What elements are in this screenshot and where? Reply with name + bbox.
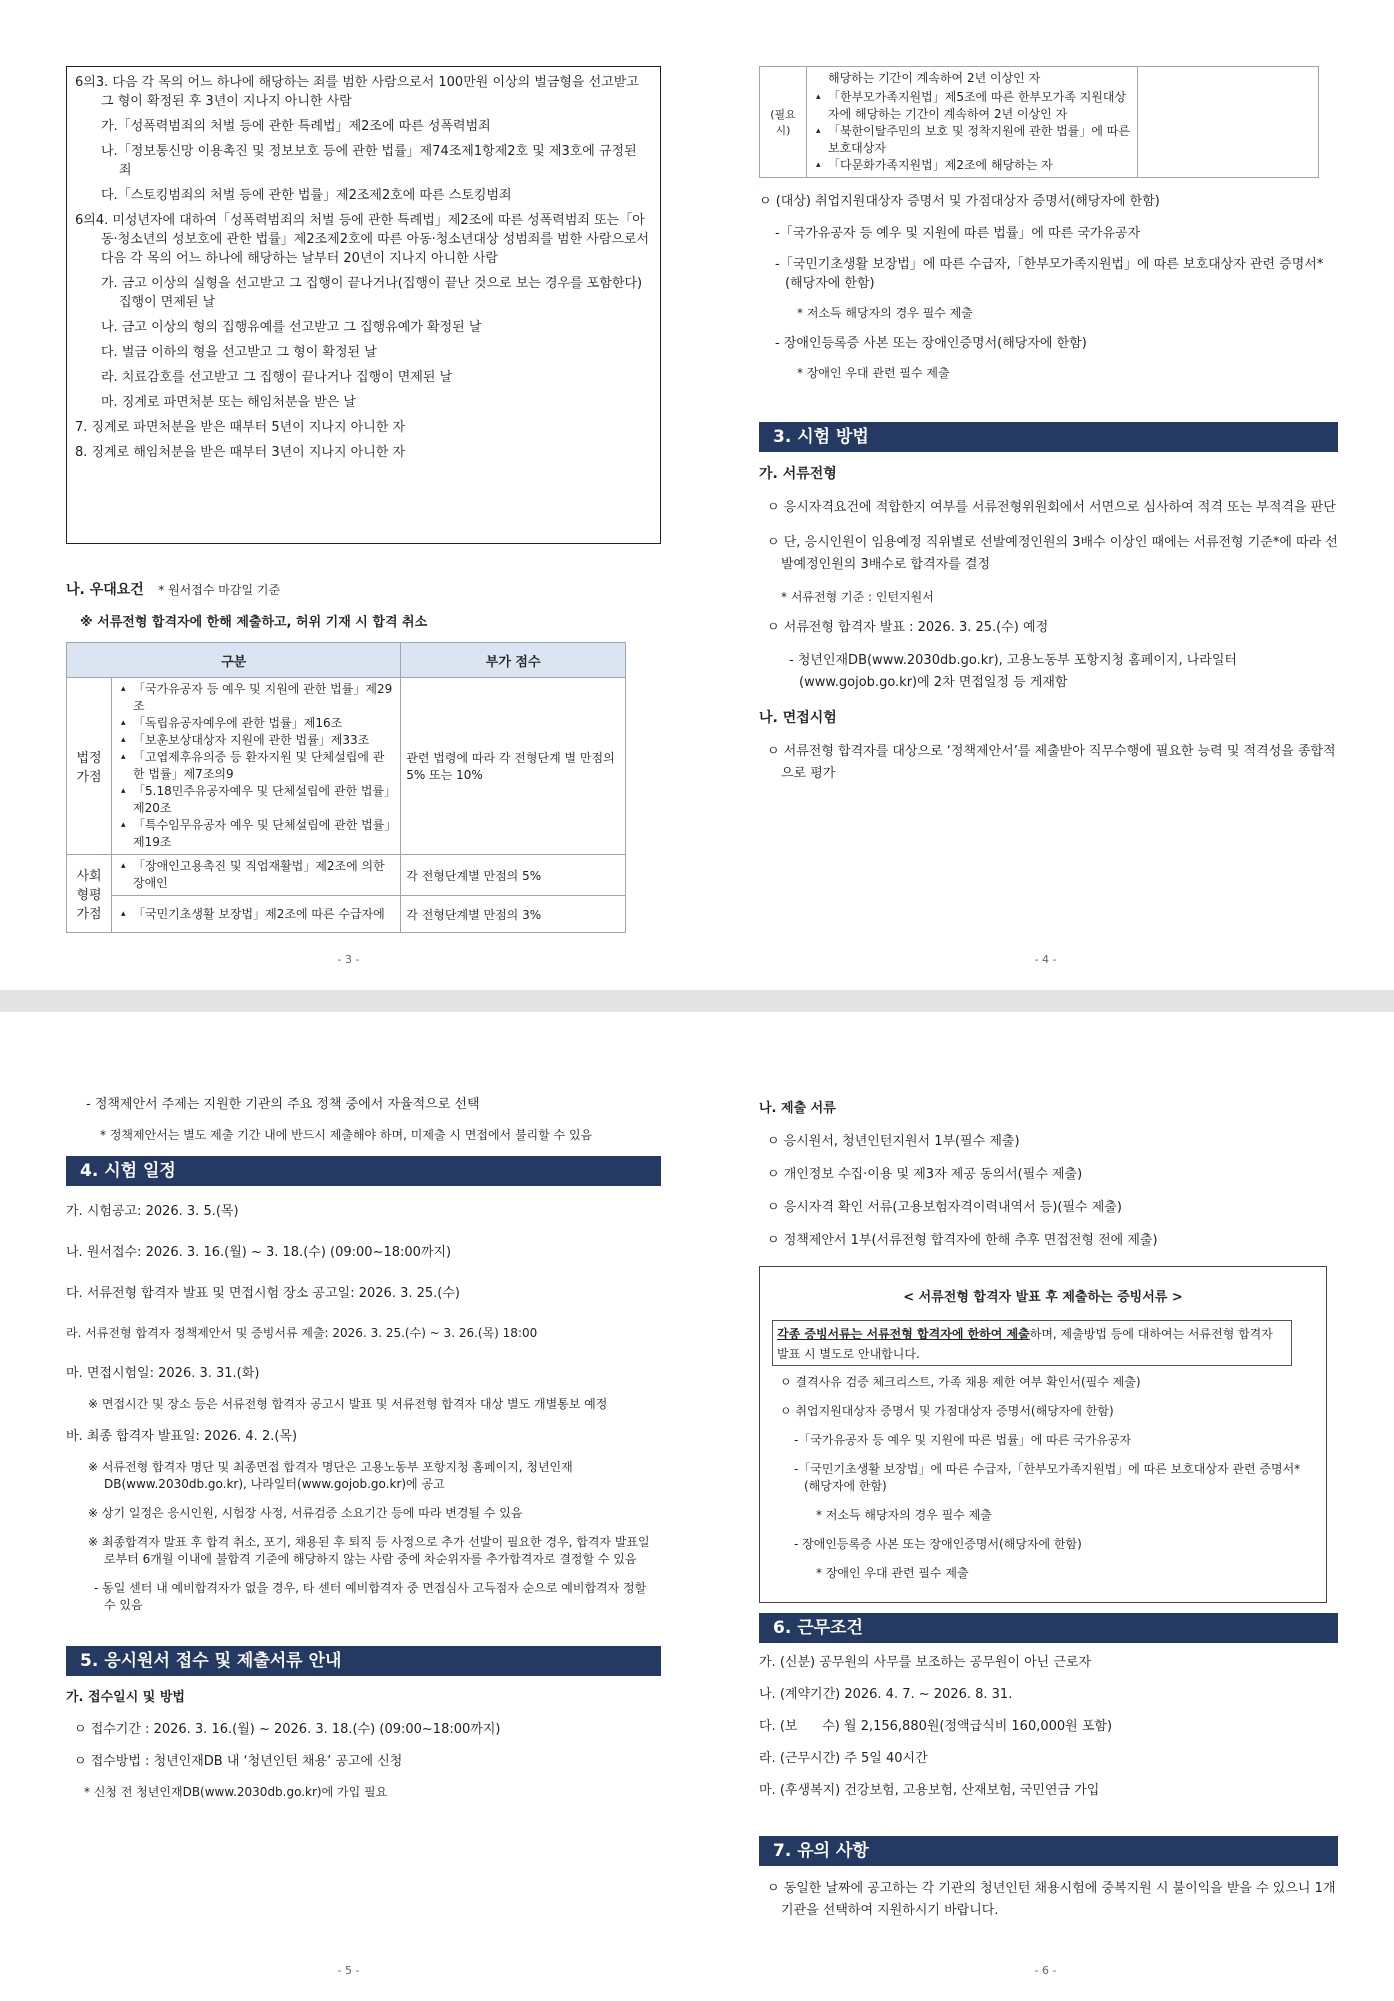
target-line: ㅇ (대상) 취업지원대상자 증명서 및 가점대상자 증명서(해당자에 한함) [759, 194, 1160, 209]
optional-item: ▴ 「다문화가족지원법」제2조에 해당하는 자 [828, 157, 1132, 174]
document-screening-title: 가. 서류전형 [759, 466, 837, 482]
optional-item: ▴ 「한부모가족지원법」제5조에 따른 한부모가족 지원대상자에 해당하는 기간이 계속하여 2년 이상인 자 [828, 89, 1132, 123]
law-item: ▴ 「국민기초생활 보장법」제2조에 따른 수급자에 [133, 906, 395, 923]
application-item: ㅇ 접수방법 : 청년인재DB 내 ‘청년인턴 채용’ 공고에 신청 [74, 1754, 403, 1769]
row-legal-score: 관련 법령에 따라 각 전형단계 별 만점의 5% 또는 10% [401, 678, 626, 855]
target-note: * 저소득 해당자의 경우 필수 제출 [797, 306, 973, 320]
page-number: - 3 - [337, 953, 360, 966]
interview-note: ※ 면접시간 및 장소 등은 서류전형 합격자 공고시 발표 및 서류전형 합격자 대상 별도 개별통보 예정 [88, 1397, 608, 1411]
final-note: ※ 상기 일정은 응시인원, 시험장 사정, 서류검증 소요기간 등에 따라 변경될 수 있음 [88, 1506, 523, 1520]
section-4-heading: 4. 시험 일정 [66, 1156, 661, 1186]
item-6-4-ga: 가. 금고 이상의 실형을 선고받고 그 집행이 끝나거나(집행이 끝난 것으로 보는 경우를 포함한다) 집행이 면제된 날 [101, 276, 643, 310]
application-item: ㅇ 접수기간 : 2026. 3. 16.(월) ~ 2026. 3. 18.(수) (09:00~18:00까지) [74, 1722, 501, 1737]
interview-title: 나. 면접시험 [759, 710, 837, 726]
item-6-4-na: 나. 금고 이상의 형의 집행유예를 선고받고 그 집행유예가 확정된 날 [101, 320, 482, 335]
target-item: -「국가유공자 등 예우 및 지원에 따른 법률」에 따른 국가유공자 [775, 226, 1141, 241]
screening-item: ㅇ 응시자격요건에 적합한지 여부를 서류전형위원회에서 서면으로 심사하여 적격 또는 부적격을 판단 [767, 500, 1336, 515]
disqualification-box [66, 66, 661, 544]
final-note: ※ 서류전형 합격자 명단 및 최종면접 합격자 명단은 고용노동부 포항지청 홈페이지, 청년인재DB(www.2030db.go.kr), 나라일터(www.gojob.go.kr)에 공고 [88, 1460, 573, 1491]
preference-heading [66, 580, 661, 601]
target-note: * 장애인 우대 관련 필수 제출 [797, 366, 950, 380]
final-result-date: 바. 최종 합격자 발표일: 2026. 4. 2.(목) [66, 1429, 298, 1444]
proof-documents-box [759, 1266, 1327, 1603]
schedule-item: 마. 면접시험일: 2026. 3. 31.(화) [66, 1366, 260, 1381]
law-item: ▴ 「고엽제후유의증 등 환자지원 및 단체설립에 관한 법률」제7조의9 [133, 749, 395, 783]
sheet-top [0, 0, 1394, 990]
screening-item: ㅇ 단, 응시인원이 임용예정 직위별로 선발예정인원의 3배수 이상인 때에는 서류전형 기준*에 따라 선발예정인원의 3배수로 합격자를 결정 [767, 535, 1338, 572]
final-note: - 동일 센터 내 예비합격자가 없을 경우, 타 센터 예비합격자 중 면접심사 고득점자 순으로 예비합격자 정할 수 있음 [94, 1581, 647, 1612]
item-6-3-ga: 가.「성폭력범죄의 처벌 등에 관한 특례법」제2조에 따른 성폭력범죄 [101, 119, 491, 134]
page-5 [0, 1012, 697, 2001]
section-5-heading: 5. 응시원서 접수 및 제출서류 안내 [66, 1646, 661, 1676]
proof-note-bold: 각종 증빙서류는 서류전형 합격자에 한하여 제출 [777, 1327, 1030, 1341]
target-item: -「국민기초생활 보장법」에 따른 수급자,「한부모가족지원법」에 따른 보호대상자 관련 증명서*(해당자에 한함) [775, 257, 1324, 291]
proof-note-rest: 하며, 제출방법 등에 대하여는 서류전형 합격자 발표 시 별도로 안내합니다. [777, 1327, 1273, 1361]
documents-title: 나. 제출 서류 [759, 1101, 836, 1116]
item-7: 7. 징계로 파면처분을 받은 때부터 5년이 지나지 아니한 자 [75, 420, 406, 435]
schedule-item: 나. 원서접수: 2026. 3. 16.(월) ~ 3. 18.(수) (09:00~18:00까지) [66, 1245, 452, 1260]
screening-item: - 청년인재DB(www.2030db.go.kr), 고용노동부 포항지청 홈페이지, 나라일터(www.gojob.go.kr)에 2차 면접일정 등 게재함 [789, 653, 1237, 690]
page-3 [0, 0, 697, 990]
screening-note: * 서류전형 기준 : 인턴지원서 [781, 590, 934, 604]
work-condition: 가. (신분) 공무원의 사무를 보조하는 공무원이 아닌 근로자 [759, 1655, 1092, 1670]
section-6-heading: 6. 근무조건 [759, 1613, 1338, 1643]
proof-box-title: < 서류전형 합격자 발표 후 제출하는 증빙서류 > [903, 1290, 1183, 1305]
sheet-bottom [0, 1012, 1394, 2001]
interview-item: ㅇ 서류전형 합격자를 대상으로 ‘정책제안서’를 제출받아 직무수행에 필요한 능력 및 적격성을 종합적으로 평가 [767, 744, 1336, 781]
notice-item: ㅇ 동일한 날짜에 공고하는 각 기관의 청년인턴 채용시험에 중복지원 시 불이익을 받을 수 있으니 1개 기관을 선택하여 지원하시기 바랍니다. [767, 1881, 1336, 1918]
row-social-label: 사회 형평 가점 [67, 855, 112, 933]
item-6-3-da: 다.「스토킹범죄의 처벌 등에 관한 법률」제2조제2호에 따른 스토킹범죄 [101, 188, 512, 203]
page-number: - 6 - [1034, 1964, 1057, 1977]
optional-item: 해당하는 기간이 계속하여 2년 이상인 자 [828, 71, 1041, 85]
page-number: - 4 - [1034, 953, 1057, 966]
law-item: ▴ 「장애인고용촉진 및 직업재활법」제2조에 의한 장애인 [133, 858, 395, 892]
table-header-score: 부가 점수 [401, 643, 626, 678]
proof-note: * 장애인 우대 관련 필수 제출 [816, 1566, 969, 1580]
proof-item: - 장애인등록증 사본 또는 장애인증명서(해당자에 한함) [794, 1537, 1082, 1551]
proposal-submit-note: * 정책제안서는 별도 제출 기간 내에 반드시 제출해야 하며, 미제출 시 면접에서 불리할 수 있음 [100, 1128, 593, 1142]
target-item: - 장애인등록증 사본 또는 장애인증명서(해당자에 한함) [775, 336, 1087, 351]
section-3-heading: 3. 시험 방법 [759, 422, 1338, 452]
row-social-basic-score: 각 전형단계별 만점의 3% [401, 896, 626, 933]
bonus-table [66, 642, 626, 933]
page-number: - 5 - [337, 1964, 360, 1977]
row-social-disability-score: 각 전형단계별 만점의 5% [401, 855, 626, 896]
work-condition: 라. (근무시간) 주 5일 40시간 [759, 1751, 928, 1766]
law-item: ▴ 「5.18민주유공자예우 및 단체설립에 관한 법률」제20조 [133, 783, 395, 817]
law-item: ▴ 「독립유공자예우에 관한 법률」제16조 [133, 715, 395, 732]
application-method-title: 가. 접수일시 및 방법 [66, 1690, 185, 1705]
document-item: ㅇ 정책제안서 1부(서류전형 합격자에 한해 추후 면접전형 전에 제출) [767, 1233, 1158, 1248]
row-social-basic [112, 896, 401, 933]
work-condition: 다. (보 수) 월 2,156,880원(정액급식비 160,000원 포함) [759, 1719, 1113, 1734]
item-8: 8. 징계로 해임처분을 받은 때부터 3년이 지나지 아니한 자 [75, 445, 406, 460]
page-6 [697, 1012, 1394, 2001]
document-item: ㅇ 응시자격 확인 서류(고용보험자격이력내역서 등)(필수 제출) [767, 1200, 1122, 1215]
optional-items [807, 67, 1138, 178]
item-6-3-na: 나.「정보통신망 이용촉진 및 정보보호 등에 관한 법률」제74조제1항제2호 및 제3호에 규정된 죄 [101, 144, 637, 178]
preference-title: 나. 우대요건 [66, 582, 144, 598]
document-item: ㅇ 개인정보 수집·이용 및 제3자 제공 동의서(필수 제출) [767, 1167, 1083, 1182]
item-6-4-ma: 마. 징계로 파면처분 또는 해임처분을 받은 날 [101, 395, 356, 410]
document-item: ㅇ 응시원서, 청년인턴지원서 1부(필수 제출) [767, 1134, 1020, 1149]
page-4 [697, 0, 1394, 990]
optional-label: (필요시) [760, 67, 807, 178]
item-6-3: 6의3. 다음 각 목의 어느 하나에 해당하는 죄를 범한 사람으로서 100만원 이상의 벌금형을 선고받고 그 형이 확정된 후 3년이 지나지 아니한 사람 [75, 75, 639, 109]
row-legal-label: 법정 가점 [67, 678, 112, 855]
schedule-item: 다. 서류전형 합격자 발표 및 면접시험 장소 공고일: 2026. 3. 25.(수) [66, 1286, 460, 1301]
application-note: * 신청 전 청년인재DB(www.2030db.go.kr)에 가입 필요 [84, 1785, 388, 1799]
work-condition: 나. (계약기간) 2026. 4. 7. ~ 2026. 8. 31. [759, 1687, 1013, 1702]
law-item: ▴ 「특수임무유공자 예우 및 단체설립에 관한 법률」제19조 [133, 817, 395, 851]
optional-item: ▴ 「북한이탈주민의 보호 및 정착지원에 관한 법률」에 따른 보호대상자 [828, 123, 1132, 157]
work-condition: 마. (후생복지) 건강보험, 고용보험, 산재보험, 국민연금 가입 [759, 1783, 1100, 1798]
optional-blank [1138, 67, 1319, 178]
row-legal-laws [112, 678, 401, 855]
law-item: ▴ 「국가유공자 등 예우 및 지원에 관한 법률」제29조 [133, 681, 395, 715]
item-6-4-da: 다. 벌금 이하의 형을 선고받고 그 형이 확정된 날 [101, 345, 377, 360]
schedule-item: 가. 시험공고: 2026. 3. 5.(목) [66, 1204, 239, 1219]
proof-item: ㅇ 취업지원대상자 증명서 및 가점대상자 증명서(해당자에 한함) [780, 1404, 1114, 1418]
preference-note: * 원서접수 마감일 기준 [158, 583, 281, 597]
schedule-item: 라. 서류전형 합격자 정책제안서 및 증빙서류 제출: 2026. 3. 25.(수) ~ 3. 26.(목) 18:00 [66, 1326, 538, 1340]
final-note: ※ 최종합격자 발표 후 합격 취소, 포기, 채용된 후 퇴직 등 사정으로 추가 선발이 필요한 경우, 합격자 발표일로부터 6개월 이내에 불합격 기준에 해당하지 않는 사람 중에 차순위자를 추가합격자로 결정할 수 있음 [88, 1535, 650, 1566]
proof-item: ㅇ 결격사유 검증 체크리스트, 가족 채용 제한 여부 확인서(필수 제출) [780, 1375, 1141, 1389]
proof-note: * 저소득 해당자의 경우 필수 제출 [816, 1508, 992, 1522]
proof-item: -「국민기초생활 보장법」에 따른 수급자,「한부모가족지원법」에 따른 보호대상자 관련 증명서*(해당자에 한함) [794, 1462, 1301, 1493]
proposal-topic-note: - 정책제안서 주제는 지원한 기관의 주요 정책 중에서 자율적으로 선택 [86, 1097, 480, 1112]
eligibility-table-continued [759, 66, 1319, 178]
proof-box-note [772, 1320, 1292, 1366]
table-header-category: 구분 [67, 643, 401, 678]
proof-item: -「국가유공자 등 예우 및 지원에 따른 법률」에 따른 국가유공자 [794, 1433, 1132, 1447]
law-item: ▴ 「보훈보상대상자 지원에 관한 법률」제33조 [133, 732, 395, 749]
item-6-4: 6의4. 미성년자에 대하여「성폭력범죄의 처벌 등에 관한 특례법」제2조에 따른 성폭력범죄 또는「아동·청소년의 성보호에 관한 법률」제2조제2호에 따른 아동·청소년대상 성범죄를 범한 사람으로서 다음 각 목의 어느 하나에 해당하는 날부터 20년이 지나지 아니한 사람 [75, 213, 650, 266]
row-social-disability [112, 855, 401, 896]
item-6-4-ra: 라. 치료감호를 선고받고 그 집행이 끝나거나 집행이 면제된 날 [101, 370, 453, 385]
screening-item: ㅇ 서류전형 합격자 발표 : 2026. 3. 25.(수) 예정 [767, 620, 1049, 635]
preference-warning: ※ 서류전형 합격자에 한해 제출하고, 허위 기재 시 합격 취소 [80, 615, 428, 630]
section-7-heading: 7. 유의 사항 [759, 1836, 1338, 1866]
